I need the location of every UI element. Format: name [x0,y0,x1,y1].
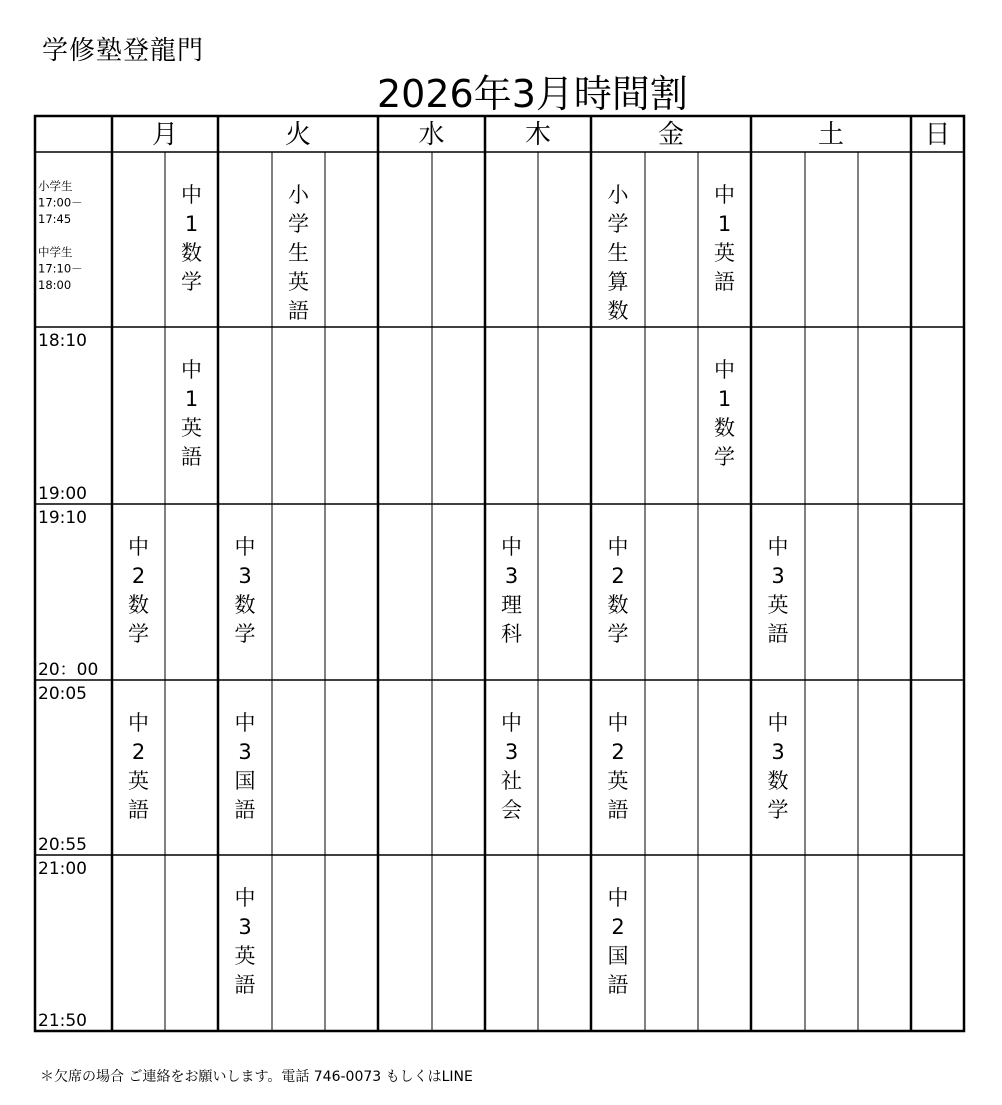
class-char: 英 [128,769,149,793]
class-entry [235,886,256,997]
first-row-label: 17:45 [38,212,72,226]
class-char: 科 [501,622,522,646]
first-row-label: 17:10－ [38,261,83,276]
class-char: 3 [238,915,252,939]
row-end-time: 19:00 [38,484,87,504]
class-char: 3 [771,564,785,588]
class-char: 中 [234,535,256,559]
class-entry [714,183,735,294]
class-char: 語 [234,798,256,822]
class-char: 中 [181,358,202,382]
class-entry [714,358,735,469]
day-header: 金 [657,120,685,150]
class-char: 数 [714,416,735,440]
class-entry [181,183,202,294]
footnote: ＊欠席の場合 ご連絡をお願いします。電話 746-0073 もしくはLINE [40,1069,473,1085]
class-char: 中 [234,886,256,910]
class-char: 中 [501,711,522,735]
class-char: 学 [128,622,149,646]
class-entry [608,183,630,323]
first-row-label: 小学生 [38,179,73,193]
day-header: 土 [817,120,845,150]
class-entry [608,711,629,822]
class-char: 語 [288,299,309,323]
timetable-title: 2026年3月時間割 [377,72,688,116]
row-end-time: 20:55 [38,835,87,855]
class-char: 英 [607,769,629,793]
class-char: 英 [181,416,202,440]
class-char: 語 [234,973,256,997]
class-char: 2 [611,915,625,939]
class-char: 数 [181,241,202,265]
class-char: 学 [181,270,202,294]
class-char: 3 [771,740,785,764]
row-start-time: 18:10 [38,331,87,351]
first-row-label: 18:00 [38,278,72,292]
class-entry [501,535,522,646]
day-header: 木 [524,120,552,150]
class-char: 2 [131,740,146,764]
class-char: 3 [504,564,519,588]
class-char: 中 [607,886,629,910]
class-entry [288,183,310,323]
class-char: 中 [607,535,629,559]
class-entry [235,711,256,822]
day-header: 火 [284,120,312,150]
class-char: 国 [607,944,629,968]
class-char: 語 [181,445,202,469]
class-char: 生 [288,241,309,265]
class-char: 中 [714,183,735,207]
class-entry [768,711,789,822]
class-char: 数 [767,769,789,793]
class-char: 理 [501,593,522,617]
day-header: 水 [418,120,445,150]
class-char: 中 [128,711,149,735]
class-char: 学 [607,212,629,236]
class-char: 会 [501,798,522,822]
day-header: 日 [924,120,951,150]
class-char: 1 [184,387,199,411]
class-char: 語 [607,798,629,822]
class-char: 2 [131,564,146,588]
school-name: 学修塾登龍門 [42,36,205,66]
class-entry [235,535,256,646]
class-entry [128,711,149,822]
class-char: 1 [717,212,732,236]
class-char: 算 [607,270,629,294]
class-char: 数 [607,299,629,323]
row-start-time: 20:05 [38,684,87,704]
class-char: 生 [607,241,629,265]
class-char: 2 [611,740,625,764]
row-start-time: 21:00 [38,859,87,879]
class-char: 3 [238,564,252,588]
class-char: 数 [128,593,149,617]
class-entry [181,358,202,469]
class-entry [768,535,789,646]
class-char: 1 [717,387,732,411]
class-entry [501,711,522,822]
class-char: 数 [607,593,629,617]
class-char: 3 [238,740,252,764]
class-char: 1 [184,212,199,236]
class-char: 社 [501,769,522,793]
class-char: 学 [607,622,629,646]
class-char: 2 [611,564,625,588]
class-char: 語 [714,270,735,294]
class-char: 数 [234,593,256,617]
row-start-time: 19:10 [38,508,87,528]
class-char: 学 [234,622,256,646]
class-char: 学 [288,212,309,236]
class-char: 英 [767,593,789,617]
row-end-time: 21:50 [38,1011,87,1031]
class-char: 英 [714,241,735,265]
timetable-frame [35,116,964,1031]
class-char: 小 [607,183,629,207]
class-char: 中 [181,183,202,207]
class-char: 語 [767,622,789,646]
day-header: 月 [151,120,179,150]
class-char: 中 [767,711,789,735]
class-char: 語 [607,973,629,997]
class-char: 中 [607,711,629,735]
class-char: 英 [288,270,309,294]
class-char: 中 [128,535,149,559]
class-char: 英 [234,944,256,968]
class-char: 3 [504,740,519,764]
class-char: 語 [128,798,149,822]
class-char: 中 [714,358,735,382]
class-entry [128,535,149,646]
class-entry [608,886,629,997]
class-char: 学 [714,445,735,469]
class-entry [608,535,629,646]
class-char: 中 [234,711,256,735]
class-char: 国 [234,769,256,793]
first-row-label: 17:00－ [38,195,83,210]
class-char: 小 [288,183,309,207]
row-end-time: 20：00 [38,660,99,680]
class-char: 中 [501,535,522,559]
class-char: 中 [767,535,789,559]
class-char: 学 [767,798,789,822]
first-row-label: 中学生 [38,245,73,259]
